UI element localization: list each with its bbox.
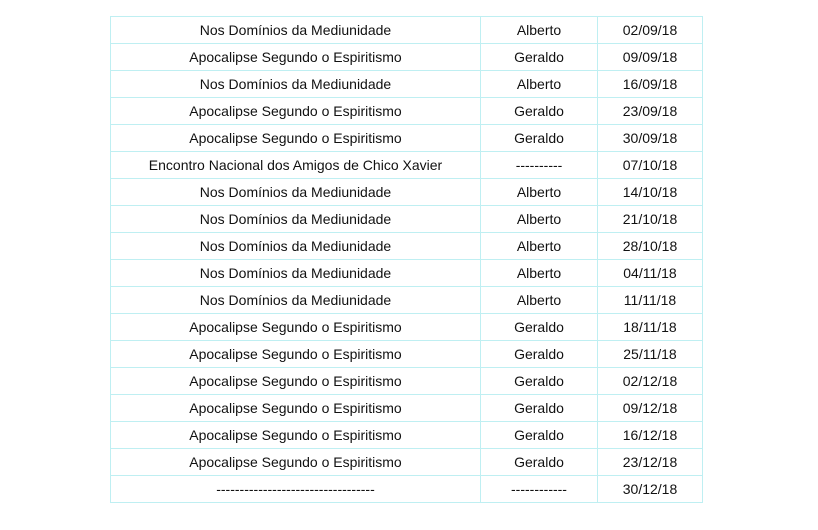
table-row (111, 395, 703, 422)
topic-cell: Apocalipse Segundo o Espiritismo (111, 98, 481, 125)
date-cell: 25/11/18 (598, 341, 703, 368)
topic-cell: Apocalipse Segundo o Espiritismo (111, 314, 481, 341)
topic-cell: Nos Domínios da Mediunidade (111, 287, 481, 314)
speaker-cell: Geraldo (481, 395, 598, 422)
table-row (111, 206, 703, 233)
date-cell: 14/10/18 (598, 179, 703, 206)
speaker-cell: Geraldo (481, 341, 598, 368)
topic-cell: Nos Domínios da Mediunidade (111, 206, 481, 233)
table-row (111, 98, 703, 125)
date-cell: 09/09/18 (598, 44, 703, 71)
topic-cell: ---------------------------------- (111, 476, 481, 503)
table-row (111, 125, 703, 152)
speaker-cell: Geraldo (481, 449, 598, 476)
table-row (111, 422, 703, 449)
topic-cell: Nos Domínios da Mediunidade (111, 233, 481, 260)
speaker-cell: Geraldo (481, 422, 598, 449)
speaker-cell: Alberto (481, 287, 598, 314)
table-row (111, 179, 703, 206)
schedule-table (110, 16, 703, 503)
date-cell: 11/11/18 (598, 287, 703, 314)
topic-cell: Encontro Nacional dos Amigos de Chico Xavier (111, 152, 481, 179)
speaker-cell: ------------ (481, 476, 598, 503)
date-cell: 02/12/18 (598, 368, 703, 395)
speaker-cell: Alberto (481, 71, 598, 98)
topic-cell: Nos Domínios da Mediunidade (111, 260, 481, 287)
date-cell: 07/10/18 (598, 152, 703, 179)
speaker-cell: Alberto (481, 179, 598, 206)
speaker-cell: Geraldo (481, 125, 598, 152)
topic-cell: Apocalipse Segundo o Espiritismo (111, 368, 481, 395)
speaker-cell: Geraldo (481, 44, 598, 71)
table-row (111, 287, 703, 314)
table-row (111, 476, 703, 503)
date-cell: 21/10/18 (598, 206, 703, 233)
topic-cell: Apocalipse Segundo o Espiritismo (111, 125, 481, 152)
table-row (111, 341, 703, 368)
date-cell: 23/09/18 (598, 98, 703, 125)
table-row (111, 152, 703, 179)
speaker-cell: ---------- (481, 152, 598, 179)
table-row (111, 17, 703, 44)
topic-cell: Apocalipse Segundo o Espiritismo (111, 395, 481, 422)
table-row (111, 368, 703, 395)
date-cell: 16/12/18 (598, 422, 703, 449)
speaker-cell: Geraldo (481, 314, 598, 341)
speaker-cell: Alberto (481, 17, 598, 44)
topic-cell: Nos Domínios da Mediunidade (111, 17, 481, 44)
date-cell: 23/12/18 (598, 449, 703, 476)
topic-cell: Apocalipse Segundo o Espiritismo (111, 449, 481, 476)
speaker-cell: Geraldo (481, 98, 598, 125)
date-cell: 02/09/18 (598, 17, 703, 44)
date-cell: 30/09/18 (598, 125, 703, 152)
table-row (111, 314, 703, 341)
speaker-cell: Alberto (481, 260, 598, 287)
date-cell: 28/10/18 (598, 233, 703, 260)
topic-cell: Apocalipse Segundo o Espiritismo (111, 44, 481, 71)
date-cell: 16/09/18 (598, 71, 703, 98)
topic-cell: Apocalipse Segundo o Espiritismo (111, 341, 481, 368)
speaker-cell: Alberto (481, 233, 598, 260)
date-cell: 09/12/18 (598, 395, 703, 422)
table-row (111, 449, 703, 476)
topic-cell: Nos Domínios da Mediunidade (111, 179, 481, 206)
topic-cell: Nos Domínios da Mediunidade (111, 71, 481, 98)
table-row (111, 260, 703, 287)
date-cell: 18/11/18 (598, 314, 703, 341)
date-cell: 04/11/18 (598, 260, 703, 287)
table-row (111, 44, 703, 71)
table-row (111, 71, 703, 98)
date-cell: 30/12/18 (598, 476, 703, 503)
schedule-body (111, 17, 703, 503)
topic-cell: Apocalipse Segundo o Espiritismo (111, 422, 481, 449)
table-row (111, 233, 703, 260)
speaker-cell: Alberto (481, 206, 598, 233)
speaker-cell: Geraldo (481, 368, 598, 395)
